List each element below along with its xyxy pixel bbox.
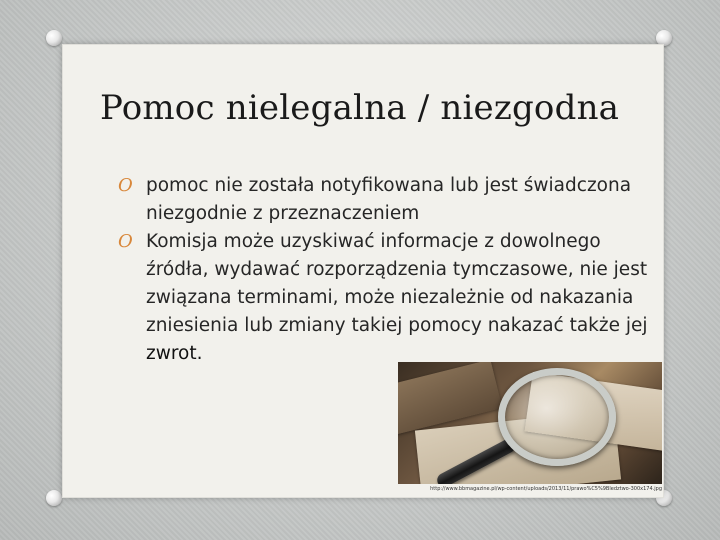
bullet-item [118,172,658,228]
corner-pin-bottom-left [46,490,62,506]
bullet-emphasis: zwrot. [146,343,203,364]
magnifying-glass-photo [398,362,662,484]
slide-title: Pomoc nielegalna / niezgodna [100,88,620,128]
bullet-item [118,228,658,368]
corner-pin-top-left [46,30,62,46]
bullet-text: pomoc nie została notyfikowana lub jest świadczona niezgodnie z przeznaczeniem [146,175,632,224]
magnifying-glass-icon [498,368,616,466]
bullet-text: Komisja może uzyskiwać informacje z dowolnego źródła, wydawać rozporządzenia tymczasowe, nie jest związana terminami, może niezależnie od nakazania zniesienia lub zmiany takiej pomocy nakazać także jej [146,231,648,336]
image-source-caption: http://www.bbmagazine.pl/wp-content/uploads/2013/11/prawo%C5%9Bledztwo-300x174.jpg [430,486,662,492]
bullet-list [118,172,658,368]
bullet-marker-icon: O [118,175,133,196]
bullet-text-with-emphasis [146,228,658,368]
bullet-marker-icon: O [118,231,133,252]
